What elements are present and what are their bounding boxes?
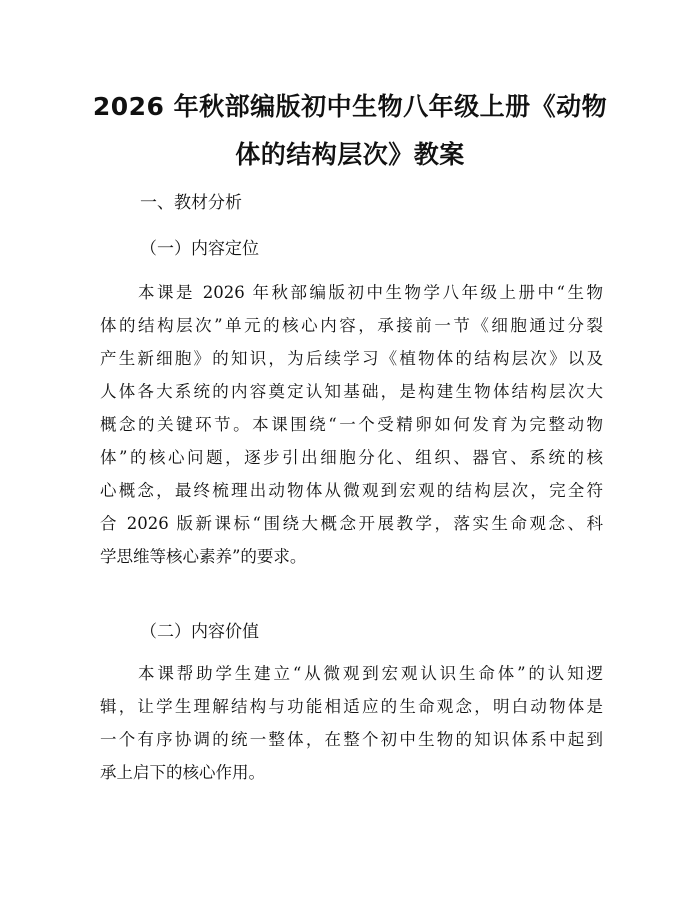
paragraph-line: 概念的关键环节。本课围绕“一个受精卵如何发育为完整动物 [100,415,603,434]
paragraph-content-value [100,657,603,789]
paragraph-line: 体”的核心问题，逐步引出细胞分化、组织、器官、系统的核 [100,448,603,467]
document-title-line-1: 2026 年秋部编版初中生物八年级上册《动物 [92,92,608,121]
subsection-heading-content-value: （二）内容价值 [140,622,259,642]
paragraph-line: 学思维等核心素养”的要求。 [100,547,307,566]
paragraph-content-positioning [100,276,603,573]
section-heading-textbook-analysis: 一、教材分析 [140,193,242,213]
paragraph-line: 一个有序协调的统一整体，在整个初中生物的知识体系中起到 [100,730,603,749]
paragraph-line: 辑，让学生理解结构与功能相适应的生命观念，明白动物体是 [100,697,603,716]
paragraph-line: 承上启下的核心作用。 [100,763,265,782]
paragraph-line: 合 2026 版新课标“围绕大概念开展教学，落实生命观念、科 [100,514,603,533]
paragraph-line: 人体各大系统的内容奠定认知基础，是构建生物体结构层次大 [100,382,603,401]
paragraph-line: 本课帮助学生建立“从微观到宏观认识生命体”的认知逻 [138,664,603,683]
paragraph-line: 产生新细胞》的知识，为后续学习《植物体的结构层次》以及 [100,349,603,368]
paragraph-line: 体的结构层次”单元的核心内容，承接前一节《细胞通过分裂 [100,316,603,335]
subsection-heading-content-positioning: （一）内容定位 [140,239,259,259]
document-title-line-2: 体的结构层次》教案 [235,140,465,169]
paragraph-line: 本课是 2026 年秋部编版初中生物学八年级上册中“生物 [138,283,603,302]
paragraph-line: 心概念，最终梳理出动物体从微观到宏观的结构层次，完全符 [100,481,603,500]
